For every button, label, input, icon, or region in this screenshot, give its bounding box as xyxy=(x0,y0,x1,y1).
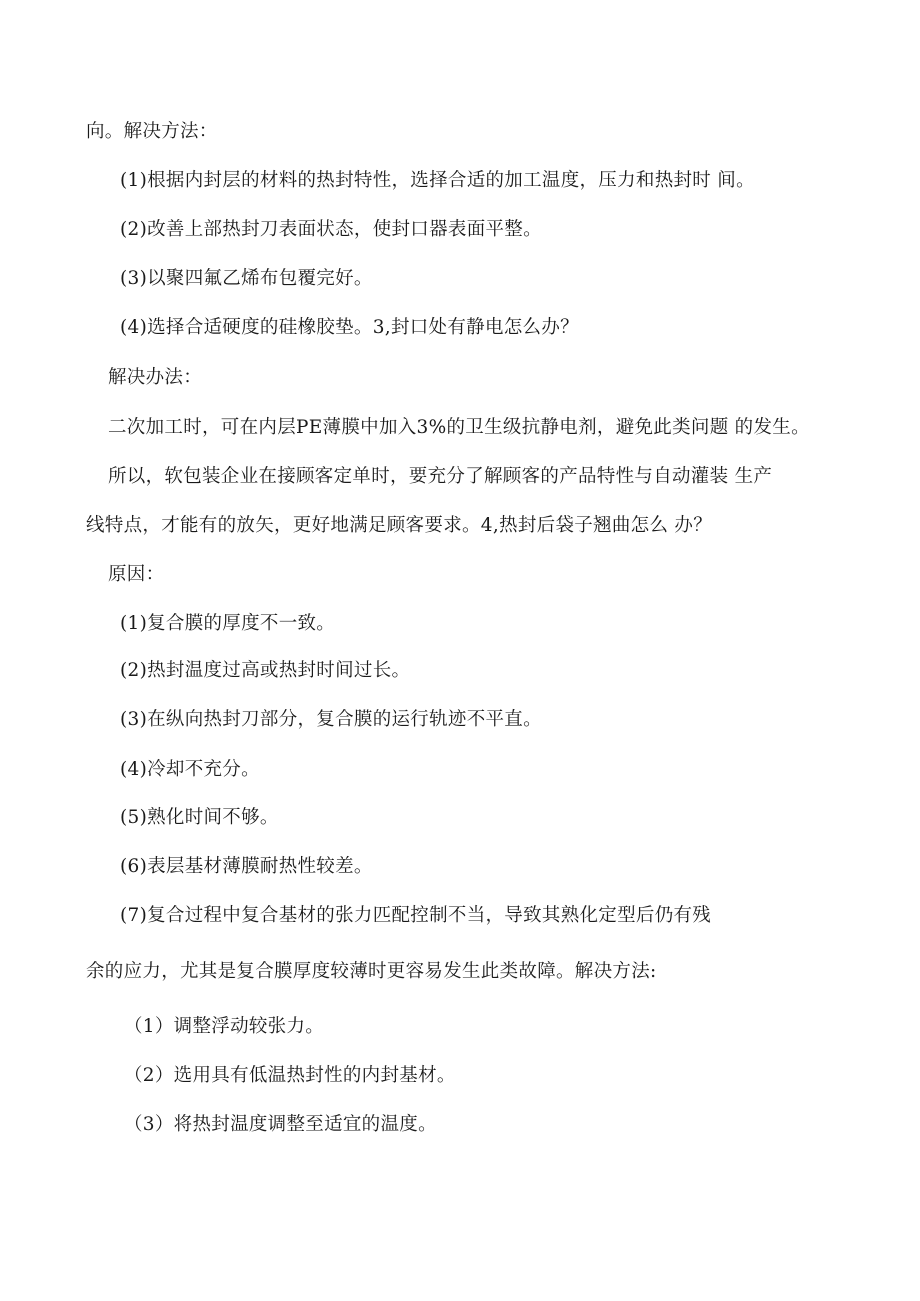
text-line-14: (4)冷却不充分。 xyxy=(120,759,260,780)
text-line-17: (7)复合过程中复合基材的张力匹配控制不当，导致其熟化定型后仍有残 xyxy=(120,905,712,926)
text-line-6: 解决办法： xyxy=(108,367,203,388)
text-line-8: 所以，软包装企业在接顾客定单时，要充分了解顾客的产品特性与自动灌装 生产 xyxy=(108,466,773,487)
text-line-18: 余的应力，尤其是复合膜厚度较薄时更容易发生此类故障。解决方法: xyxy=(86,961,657,982)
text-line-5: (4)选择合适硬度的硅橡胶垫。3,封口处有静电怎么办？ xyxy=(120,317,579,338)
text-line-21: （3）将热封温度调整至适宜的温度。 xyxy=(124,1114,437,1135)
text-line-20: （2）选用具有低温热封性的内封基材。 xyxy=(124,1065,456,1086)
text-line-9: 线特点，才能有的放矢，更好地满足顾客要求。4,热封后袋子翘曲怎么 办？ xyxy=(86,515,713,536)
text-line-4: (3)以聚四氟乙烯布包覆完好。 xyxy=(120,268,373,289)
text-line-7: 二次加工时，可在内层PE薄膜中加入3%的卫生级抗静电剂，避免此类问题 的发生。 xyxy=(108,417,810,438)
text-line-10: 原因： xyxy=(108,564,165,585)
text-line-3: (2)改善上部热封刀表面状态，使封口器表面平整。 xyxy=(120,219,542,240)
text-line-12: (2)热封温度过高或热封时间过长。 xyxy=(120,660,411,681)
text-line-16: (6)表层基材薄膜耐热性较差。 xyxy=(120,856,373,877)
text-line-15: (5)熟化时间不够。 xyxy=(120,807,279,828)
text-line-19: （1）调整浮动较张力。 xyxy=(124,1016,325,1037)
text-line-2: (1)根据内封层的材料的热封特性，选择合适的加工温度，压力和热封时 间。 xyxy=(120,170,755,191)
text-line-1: 向。解决方法： xyxy=(86,121,218,142)
text-line-13: (3)在纵向热封刀部分，复合膜的运行轨迹不平直。 xyxy=(120,709,542,730)
text-line-11: (1)复合膜的厚度不一致。 xyxy=(120,613,336,634)
